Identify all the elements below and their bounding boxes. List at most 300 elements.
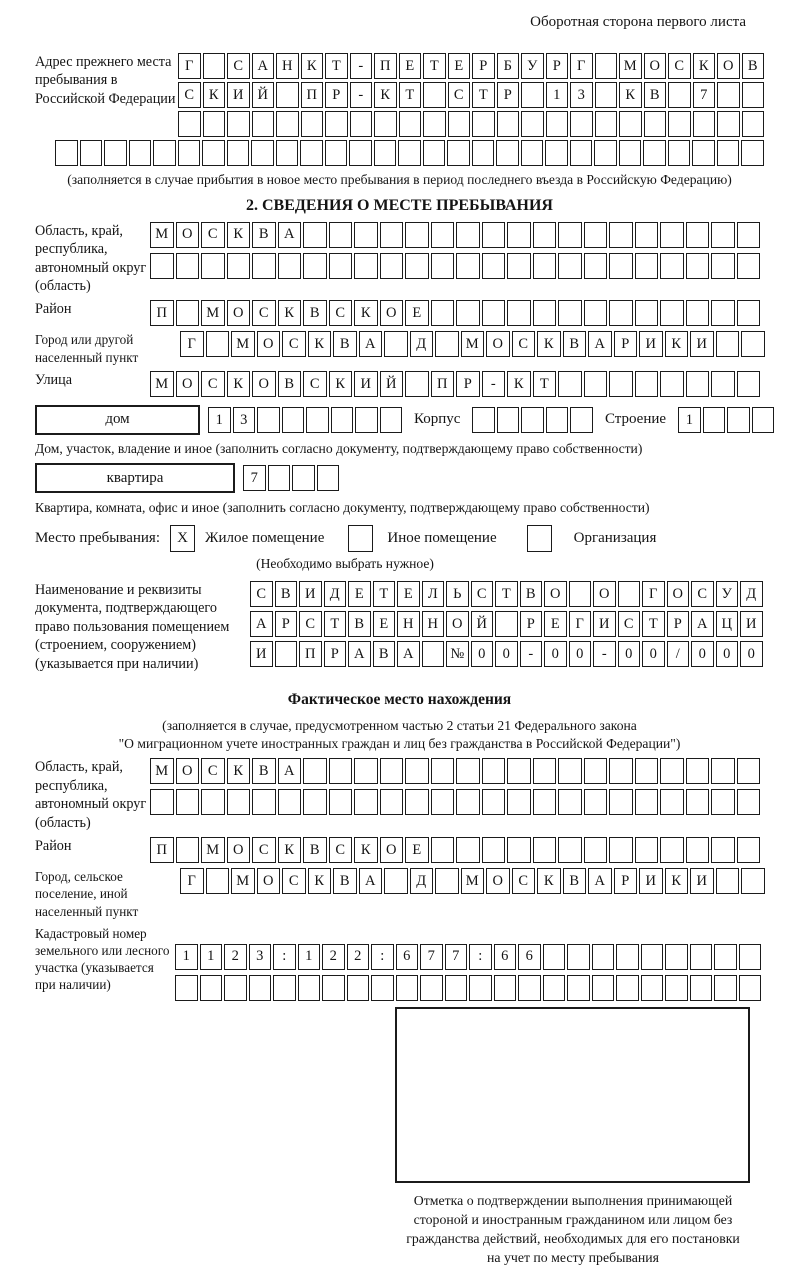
- char-cell: [558, 758, 582, 784]
- char-cell: [507, 789, 531, 815]
- page-corner-note: Оборотная сторона первого листа: [530, 14, 746, 30]
- char-cell: [711, 222, 735, 248]
- char-cell: О: [544, 581, 567, 607]
- char-cell: [741, 331, 765, 357]
- char-grid-row-full: [55, 140, 764, 166]
- char-cell: К: [665, 868, 689, 894]
- char-cell: [644, 111, 667, 137]
- char-cell: Е: [399, 53, 422, 79]
- char-cell: П: [431, 371, 455, 397]
- char-cell: [546, 407, 569, 433]
- char-cell: В: [252, 758, 276, 784]
- char-cell: [609, 300, 633, 326]
- char-cell: [384, 868, 408, 894]
- char-cell: [347, 975, 370, 1001]
- checkbox-zhiloe-pomeshchenie: [170, 525, 195, 552]
- char-cell: И: [593, 611, 616, 637]
- char-cell: [558, 253, 582, 279]
- char-cell: [497, 111, 520, 137]
- char-cell: [558, 789, 582, 815]
- char-cell: С: [329, 300, 353, 326]
- char-cell: Т: [495, 581, 518, 607]
- char-cell: 1: [208, 407, 231, 433]
- char-cell: [507, 300, 531, 326]
- fact-title: Фактическое место нахождения: [287, 691, 512, 709]
- char-cell: [80, 140, 103, 166]
- field-mesto-prebyvaniya: [35, 525, 764, 552]
- char-cell: :: [273, 944, 296, 970]
- char-cell: [584, 789, 608, 815]
- char-cell: О: [644, 53, 667, 79]
- dom-note: Дом, участок, владение и иное (заполнить согласно документу, подтверждающему право собственности): [35, 440, 643, 456]
- char-cell: К: [354, 300, 378, 326]
- char-cell: [482, 300, 506, 326]
- char-grid-row: [250, 611, 763, 637]
- char-cell: [380, 758, 404, 784]
- char-cell: Г: [180, 868, 204, 894]
- char-cell: [546, 111, 569, 137]
- char-cell: 0: [544, 641, 567, 667]
- char-cell: В: [333, 331, 357, 357]
- char-cell: [227, 789, 251, 815]
- char-cell: [178, 111, 201, 137]
- char-grid-row: [472, 407, 593, 433]
- char-cell: Е: [348, 581, 371, 607]
- char-cell: В: [275, 581, 298, 607]
- char-cell: [447, 140, 470, 166]
- char-grid-row: [178, 111, 764, 137]
- char-cell: [609, 789, 633, 815]
- char-cell: Д: [410, 331, 434, 357]
- checkbox-organizatsiya: [527, 525, 552, 552]
- char-cell: [558, 222, 582, 248]
- char-cell: [521, 140, 544, 166]
- char-cell: В: [373, 641, 396, 667]
- char-cell: 7: [693, 82, 716, 108]
- char-cell: У: [716, 581, 739, 607]
- char-cell: Т: [373, 581, 396, 607]
- char-cell: [431, 253, 455, 279]
- char-cell: [660, 758, 684, 784]
- char-cell: [690, 975, 713, 1001]
- char-cell: К: [374, 82, 397, 108]
- char-cell: [711, 837, 735, 863]
- char-cell: 0: [495, 641, 518, 667]
- char-cell: [150, 789, 174, 815]
- char-cell: В: [348, 611, 371, 637]
- char-cell: [448, 111, 471, 137]
- char-cell: М: [231, 868, 255, 894]
- char-cell: [431, 222, 455, 248]
- char-cell: Г: [178, 53, 201, 79]
- char-cell: С: [252, 837, 276, 863]
- char-cell: [711, 300, 735, 326]
- char-cell: И: [227, 82, 250, 108]
- char-cell: [405, 758, 429, 784]
- char-cell: 0: [691, 641, 714, 667]
- char-cell: В: [563, 331, 587, 357]
- char-cell: О: [446, 611, 469, 637]
- char-cell: К: [354, 837, 378, 863]
- char-cell: [298, 975, 321, 1001]
- char-cell: [686, 758, 710, 784]
- char-cell: [129, 140, 152, 166]
- char-grid-row: [180, 868, 765, 894]
- char-cell: [396, 975, 419, 1001]
- char-cell: С: [668, 53, 691, 79]
- char-cell: С: [329, 837, 353, 863]
- char-cell: П: [301, 82, 324, 108]
- char-cell: [251, 140, 274, 166]
- char-cell: 0: [642, 641, 665, 667]
- char-cell: [355, 407, 378, 433]
- char-cell: Т: [472, 82, 495, 108]
- char-cell: [737, 789, 761, 815]
- char-cell: Р: [497, 82, 520, 108]
- char-cell: 6: [518, 944, 541, 970]
- char-cell: Г: [570, 53, 593, 79]
- char-cell: [533, 300, 557, 326]
- char-cell: Д: [740, 581, 763, 607]
- field-doc: [35, 581, 764, 673]
- char-cell: К: [507, 371, 531, 397]
- char-cell: 0: [471, 641, 494, 667]
- char-cell: К: [203, 82, 226, 108]
- char-cell: 0: [618, 641, 641, 667]
- char-cell: [329, 789, 353, 815]
- char-cell: А: [691, 611, 714, 637]
- char-cell: К: [278, 300, 302, 326]
- char-cell: [584, 300, 608, 326]
- char-cell: [643, 140, 666, 166]
- char-cell: [252, 253, 276, 279]
- char-cell: -: [482, 371, 506, 397]
- char-cell: [737, 300, 761, 326]
- char-cell: [558, 300, 582, 326]
- char-cell: 6: [494, 944, 517, 970]
- char-cell: -: [350, 53, 373, 79]
- char-cell: :: [371, 944, 394, 970]
- option-label-zhiloe: Жилое помещение: [205, 530, 325, 547]
- prev-address-note: (заполняется в случае прибытия в новое место пребывания в период последнего въезда в Российскую Федерацию): [67, 172, 732, 187]
- char-cell: Й: [252, 82, 275, 108]
- char-cell: /: [667, 641, 690, 667]
- char-cell: [268, 465, 291, 491]
- char-cell: 0: [569, 641, 592, 667]
- kvartira-note: Квартира, комната, офис и иное (заполнить согласно документу, подтверждающему право собственности): [35, 500, 650, 516]
- char-cell: 1: [175, 944, 198, 970]
- char-cell: [668, 82, 691, 108]
- char-cell: [714, 944, 737, 970]
- char-cell: [567, 944, 590, 970]
- char-cell: [569, 581, 592, 607]
- char-cell: Л: [422, 581, 445, 607]
- char-cell: Н: [422, 611, 445, 637]
- char-cell: [570, 111, 593, 137]
- char-cell: [717, 140, 740, 166]
- char-cell: К: [308, 331, 332, 357]
- char-cell: [278, 789, 302, 815]
- char-cell: Е: [397, 581, 420, 607]
- char-cell: [384, 331, 408, 357]
- char-cell: [616, 944, 639, 970]
- char-cell: С: [618, 611, 641, 637]
- char-cell: [711, 253, 735, 279]
- char-cell: А: [348, 641, 371, 667]
- char-cell: П: [150, 837, 174, 863]
- char-grid-row: [175, 975, 761, 1001]
- char-cell: [349, 140, 372, 166]
- char-cell: 2: [347, 944, 370, 970]
- field-oblast: [35, 222, 764, 296]
- char-cell: М: [201, 837, 225, 863]
- char-cell: Р: [324, 641, 347, 667]
- char-cell: -: [350, 82, 373, 108]
- char-cell: А: [359, 331, 383, 357]
- char-cell: [354, 789, 378, 815]
- char-cell: Е: [544, 611, 567, 637]
- char-cell: [737, 222, 761, 248]
- doc-label: Наименование и реквизиты документа, подтверждающего право пользования помещением (строением, сооружением) (указывается при наличии): [35, 581, 230, 672]
- prev-address-label: Адрес прежнего места пребывания в Российской Федерации: [35, 54, 176, 107]
- char-cell: Г: [569, 611, 592, 637]
- char-cell: [567, 975, 590, 1001]
- char-cell: [322, 975, 345, 1001]
- char-cell: Ь: [446, 581, 469, 607]
- char-cell: М: [150, 758, 174, 784]
- char-cell: [686, 253, 710, 279]
- char-cell: [275, 641, 298, 667]
- char-cell: [714, 975, 737, 1001]
- char-cell: [456, 300, 480, 326]
- char-cell: [178, 140, 201, 166]
- oblast-grid: [150, 222, 760, 279]
- char-cell: 6: [396, 944, 419, 970]
- char-cell: П: [374, 53, 397, 79]
- char-cell: [716, 868, 740, 894]
- char-cell: Р: [546, 53, 569, 79]
- char-cell: [741, 140, 764, 166]
- field-dom: [35, 405, 764, 435]
- char-cell: [660, 253, 684, 279]
- char-cell: [329, 222, 353, 248]
- char-cell: [521, 111, 544, 137]
- field-fact-rayon: [35, 837, 764, 863]
- char-cell: 3: [570, 82, 593, 108]
- char-cell: [482, 222, 506, 248]
- char-cell: [329, 253, 353, 279]
- char-cell: С: [512, 331, 536, 357]
- char-cell: [55, 140, 78, 166]
- char-cell: К: [537, 868, 561, 894]
- char-cell: [660, 371, 684, 397]
- char-cell: [176, 300, 200, 326]
- char-cell: И: [740, 611, 763, 637]
- char-cell: 0: [740, 641, 763, 667]
- char-grid-row: [150, 300, 760, 326]
- char-cell: [711, 371, 735, 397]
- char-cell: В: [252, 222, 276, 248]
- char-cell: [660, 789, 684, 815]
- char-cell: [201, 789, 225, 815]
- char-cell: Р: [325, 82, 348, 108]
- char-cell: 2: [322, 944, 345, 970]
- char-cell: [176, 789, 200, 815]
- char-cell: О: [593, 581, 616, 607]
- char-cell: Е: [405, 300, 429, 326]
- char-cell: [445, 975, 468, 1001]
- char-cell: С: [252, 300, 276, 326]
- char-cell: [717, 82, 740, 108]
- char-cell: [354, 253, 378, 279]
- char-cell: 3: [249, 944, 272, 970]
- char-cell: [278, 253, 302, 279]
- char-cell: 1: [546, 82, 569, 108]
- char-cell: [711, 758, 735, 784]
- char-cell: [482, 758, 506, 784]
- char-cell: [249, 975, 272, 1001]
- char-cell: [405, 222, 429, 248]
- char-cell: М: [619, 53, 642, 79]
- char-cell: И: [639, 868, 663, 894]
- char-cell: А: [359, 868, 383, 894]
- char-cell: М: [150, 222, 174, 248]
- char-cell: Е: [448, 53, 471, 79]
- korpus-label: Корпус: [414, 411, 461, 428]
- char-cell: [303, 222, 327, 248]
- option-label-inoe: Иное помещение: [387, 530, 497, 547]
- char-cell: [584, 371, 608, 397]
- char-cell: И: [690, 868, 714, 894]
- stamp-note-line: гражданства действий, необходимых для его постановки: [406, 1230, 740, 1246]
- char-cell: Р: [614, 868, 638, 894]
- char-grid-row: [678, 407, 774, 433]
- stamp-box: [395, 1007, 750, 1183]
- char-cell: Р: [275, 611, 298, 637]
- char-cell: [354, 222, 378, 248]
- char-cell: 1: [200, 944, 223, 970]
- char-cell: [380, 253, 404, 279]
- section2-title: 2. СВЕДЕНИЯ О МЕСТЕ ПРЕБЫВАНИЯ: [246, 196, 553, 214]
- char-cell: С: [227, 53, 250, 79]
- char-grid-row: [243, 465, 339, 491]
- char-cell: [609, 222, 633, 248]
- char-cell: В: [303, 300, 327, 326]
- char-cell: [660, 300, 684, 326]
- kadastr-grid: [175, 944, 761, 1001]
- char-cell: А: [250, 611, 273, 637]
- char-cell: [423, 82, 446, 108]
- char-cell: Б: [497, 53, 520, 79]
- char-cell: В: [563, 868, 587, 894]
- char-cell: С: [178, 82, 201, 108]
- char-cell: [380, 222, 404, 248]
- char-cell: 7: [445, 944, 468, 970]
- char-cell: [533, 837, 557, 863]
- char-cell: В: [278, 371, 302, 397]
- char-cell: [558, 837, 582, 863]
- char-grid-row: [250, 581, 763, 607]
- char-cell: Р: [456, 371, 480, 397]
- char-cell: О: [176, 371, 200, 397]
- char-cell: [303, 758, 327, 784]
- fact-note-line1: (заполняется в случае, предусмотренном частью 2 статьи 21 Федерального закона: [162, 718, 637, 734]
- char-cell: Д: [410, 868, 434, 894]
- char-cell: В: [520, 581, 543, 607]
- char-cell: [521, 82, 544, 108]
- char-cell: [665, 975, 688, 1001]
- char-cell: [686, 789, 710, 815]
- mesto-note: (Необходимо выбрать нужное): [256, 556, 434, 572]
- char-cell: И: [639, 331, 663, 357]
- stroenie-label: Строение: [604, 411, 667, 428]
- char-cell: [686, 222, 710, 248]
- char-cell: [507, 222, 531, 248]
- char-cell: [435, 331, 459, 357]
- char-cell: О: [486, 331, 510, 357]
- char-cell: 2: [224, 944, 247, 970]
- char-cell: Р: [472, 53, 495, 79]
- char-cell: Т: [399, 82, 422, 108]
- char-cell: [742, 82, 765, 108]
- char-cell: С: [512, 868, 536, 894]
- char-cell: [202, 140, 225, 166]
- char-cell: [641, 944, 664, 970]
- char-cell: [435, 868, 459, 894]
- char-cell: :: [469, 944, 492, 970]
- char-cell: [276, 140, 299, 166]
- char-cell: Й: [471, 611, 494, 637]
- char-cell: [686, 300, 710, 326]
- char-cell: [224, 975, 247, 1001]
- rayon-label: Район: [35, 301, 72, 318]
- char-cell: [635, 789, 659, 815]
- char-cell: [276, 111, 299, 137]
- char-grid-row: [150, 222, 760, 248]
- char-cell: [371, 975, 394, 1001]
- char-cell: М: [461, 331, 485, 357]
- char-cell: А: [588, 868, 612, 894]
- stamp-note-line: Отметка о подтверждении выполнения принимающей: [413, 1192, 733, 1208]
- char-cell: С: [299, 611, 322, 637]
- char-cell: [690, 944, 713, 970]
- char-cell: [175, 975, 198, 1001]
- char-cell: [398, 140, 421, 166]
- field-fact-oblast: [35, 758, 764, 832]
- char-cell: О: [176, 758, 200, 784]
- char-cell: О: [257, 868, 281, 894]
- char-cell: О: [176, 222, 200, 248]
- char-cell: [686, 837, 710, 863]
- char-cell: [717, 111, 740, 137]
- char-cell: П: [299, 641, 322, 667]
- char-cell: [329, 758, 353, 784]
- char-cell: А: [278, 758, 302, 784]
- char-cell: В: [303, 837, 327, 863]
- char-cell: 1: [678, 407, 701, 433]
- char-cell: [609, 371, 633, 397]
- char-cell: [482, 253, 506, 279]
- char-cell: 1: [298, 944, 321, 970]
- char-cell: [200, 975, 223, 1001]
- char-cell: [252, 789, 276, 815]
- char-cell: Д: [324, 581, 347, 607]
- char-cell: [331, 407, 354, 433]
- field-prev-address: [35, 53, 764, 137]
- fact-rayon-label: Район: [35, 838, 72, 855]
- char-cell: [618, 581, 641, 607]
- char-cell: К: [301, 53, 324, 79]
